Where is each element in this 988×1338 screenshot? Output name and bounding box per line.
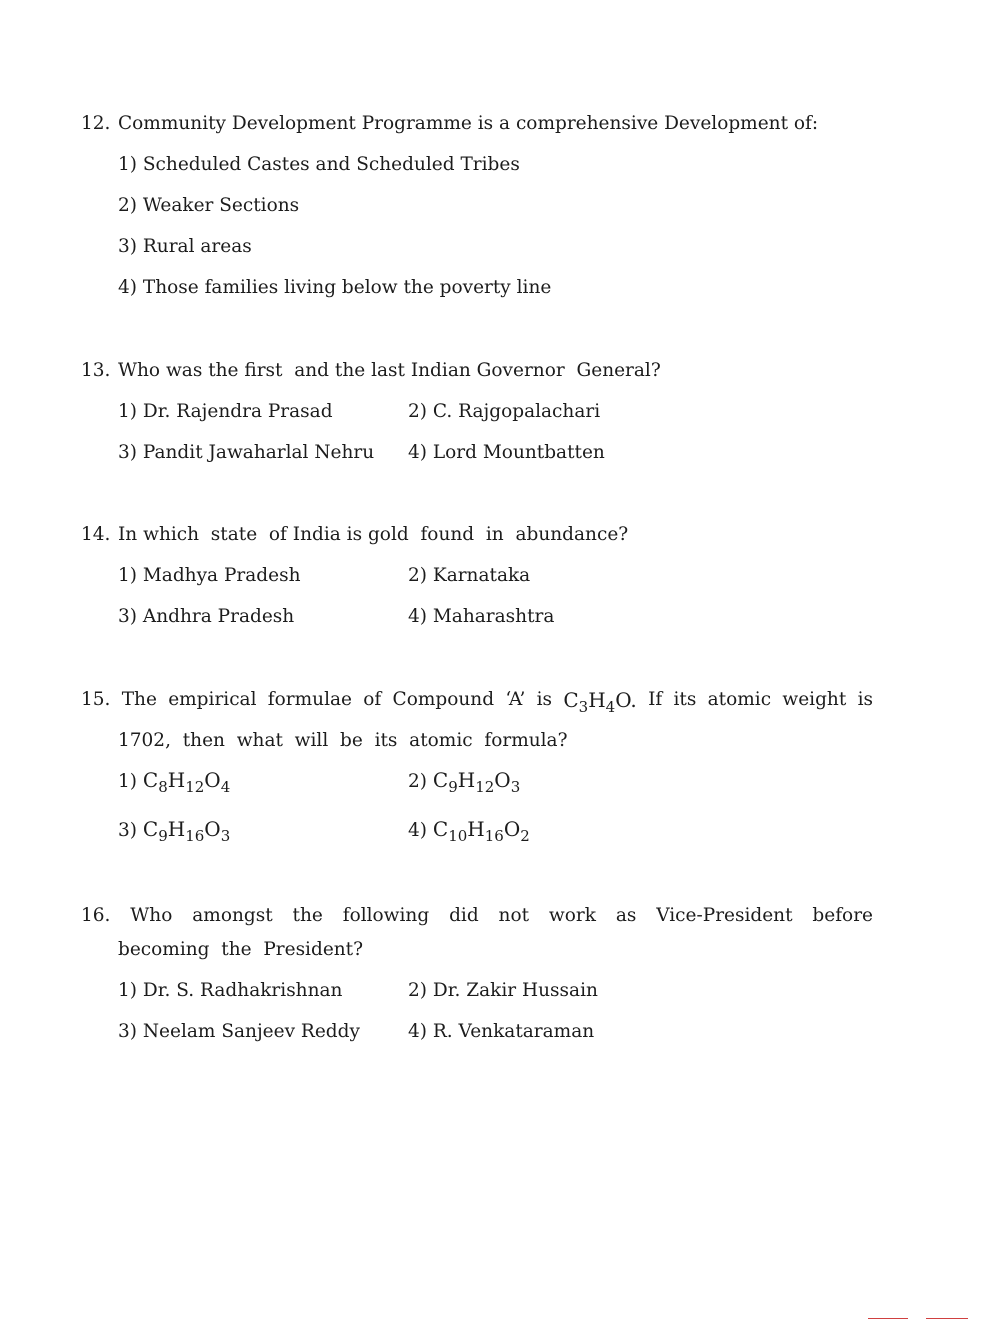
option-prefix: 2) — [408, 771, 433, 792]
q15-options-row-1 — [0, 768, 988, 796]
q16-word: the — [292, 905, 323, 926]
q16-option-4: 4) R. Venkataraman — [408, 1021, 595, 1042]
q13-option-1: 1) Dr. Rajendra Prasad — [118, 401, 333, 422]
option-prefix: 1) — [118, 771, 143, 792]
q15-word: empirical — [168, 689, 257, 710]
question-13 — [81, 359, 661, 383]
question-text: Who was the first and the last Indian Governor General? — [118, 360, 661, 381]
q16-word: not — [498, 905, 530, 926]
q15-word: The — [121, 689, 157, 710]
q16-word: as — [615, 905, 637, 926]
formula-subscript: 9 — [158, 827, 168, 845]
q15-word: its — [673, 689, 697, 710]
question-number: 12. — [81, 113, 111, 134]
formula-part: O. — [615, 688, 637, 712]
q16-word: Vice-President — [656, 905, 793, 926]
option-formula — [432, 817, 530, 845]
q16-text-line-2: becoming the President? — [118, 939, 364, 960]
formula-part: C — [432, 817, 449, 841]
formula-subscript: 16 — [484, 827, 504, 845]
q15-word: Compound — [392, 689, 495, 710]
formula-part: H — [457, 768, 476, 792]
formula-subscript: 4 — [220, 778, 231, 796]
q16-word: amongst — [192, 905, 273, 926]
q16-word: following — [342, 905, 430, 926]
q14-options-row-1 — [0, 564, 988, 592]
q14-option-1: 1) Madhya Pradesh — [118, 565, 301, 586]
q15-option-1 — [118, 768, 230, 794]
formula-part: C — [142, 817, 159, 841]
formula-subscript: 10 — [448, 827, 468, 845]
formula-part: H — [588, 688, 606, 712]
q15-word: weight — [782, 689, 847, 710]
q15-word: atomic — [707, 689, 772, 710]
q12-option-1: 1) Scheduled Castes and Scheduled Tribes — [118, 154, 520, 175]
q16-option-2: 2) Dr. Zakir Hussain — [408, 980, 598, 1001]
formula-subscript: 12 — [185, 778, 205, 796]
q15-formula — [563, 688, 637, 716]
formula-subscript: 12 — [475, 778, 495, 796]
formula-part: C — [142, 768, 159, 792]
formula-subscript: 8 — [158, 778, 168, 796]
q13-option-2: 2) C. Rajgopalachari — [408, 401, 601, 422]
q16-options-row-2 — [0, 1020, 988, 1048]
formula-subscript: 9 — [448, 778, 458, 796]
q15-option-4 — [408, 817, 530, 843]
option-formula — [142, 817, 231, 845]
q12-option-2: 2) Weaker Sections — [118, 195, 300, 216]
q14-option-3: 3) Andhra Pradesh — [118, 606, 295, 627]
question-number: 14. — [81, 524, 111, 545]
option-formula — [432, 768, 521, 796]
formula-part: O — [503, 817, 521, 841]
formula-part: H — [467, 817, 485, 841]
q15-option-3 — [118, 817, 230, 843]
q13-options-row-1 — [0, 400, 988, 428]
formula-subscript: 16 — [185, 827, 205, 845]
question-12 — [81, 112, 818, 136]
formula-part: O — [494, 768, 511, 792]
q15-word: of — [363, 689, 382, 710]
q15-text-line-2: 1702, then what will be its atomic formula? — [118, 730, 568, 751]
q16-word: Who — [130, 905, 173, 926]
question-number: 15. — [81, 689, 111, 710]
formula-subscript: 4 — [605, 698, 616, 716]
q14-options-row-2 — [0, 605, 988, 633]
q16-word: did — [449, 905, 479, 926]
option-prefix: 4) — [408, 820, 433, 841]
formula-subscript: 3 — [220, 827, 231, 845]
q12-option-3: 3) Rural areas — [118, 236, 252, 257]
formula-part: O — [204, 768, 221, 792]
footer-divider — [868, 1318, 908, 1319]
q13-option-3: 3) Pandit Jawaharlal Nehru — [118, 442, 375, 463]
question-text: In which state of India is gold found in abundance? — [118, 524, 629, 545]
footer-divider — [926, 1318, 968, 1319]
q15-word: is — [857, 689, 873, 710]
formula-subscript: 3 — [578, 698, 589, 716]
q15-word: If — [648, 689, 663, 710]
formula-part: C — [432, 768, 449, 792]
q13-option-4: 4) Lord Mountbatten — [408, 442, 605, 463]
q16-word: work — [548, 905, 596, 926]
formula-part: H — [167, 817, 186, 841]
formula-subscript: 3 — [510, 778, 521, 796]
q16-options-row-1 — [0, 979, 988, 1007]
q16-option-1: 1) Dr. S. Radhakrishnan — [118, 980, 343, 1001]
formula-part: O — [204, 817, 221, 841]
question-16 — [81, 904, 873, 928]
q15-options-row-2 — [0, 817, 988, 845]
question-number: 16. — [81, 905, 111, 926]
question-14 — [81, 523, 628, 547]
q16-word: before — [812, 905, 873, 926]
q14-option-4: 4) Maharashtra — [408, 606, 555, 627]
q15-option-2 — [408, 768, 520, 794]
question-number: 13. — [81, 360, 111, 381]
question-15 — [81, 688, 873, 716]
formula-subscript: 2 — [520, 827, 530, 845]
q14-option-2: 2) Karnataka — [408, 565, 531, 586]
formula-part: H — [167, 768, 186, 792]
option-prefix: 3) — [118, 820, 143, 841]
q16-option-3: 3) Neelam Sanjeev Reddy — [118, 1021, 360, 1042]
formula-part: C — [563, 688, 579, 712]
question-text: Community Development Programme is a comprehensive Development of: — [118, 113, 819, 134]
q12-option-4: 4) Those families living below the poverty line — [118, 277, 552, 298]
option-formula — [142, 768, 231, 796]
q15-word: ‘A’ — [505, 689, 526, 710]
q15-word: formulae — [267, 689, 352, 710]
q13-options-row-2 — [0, 441, 988, 469]
q15-word: is — [536, 689, 553, 710]
